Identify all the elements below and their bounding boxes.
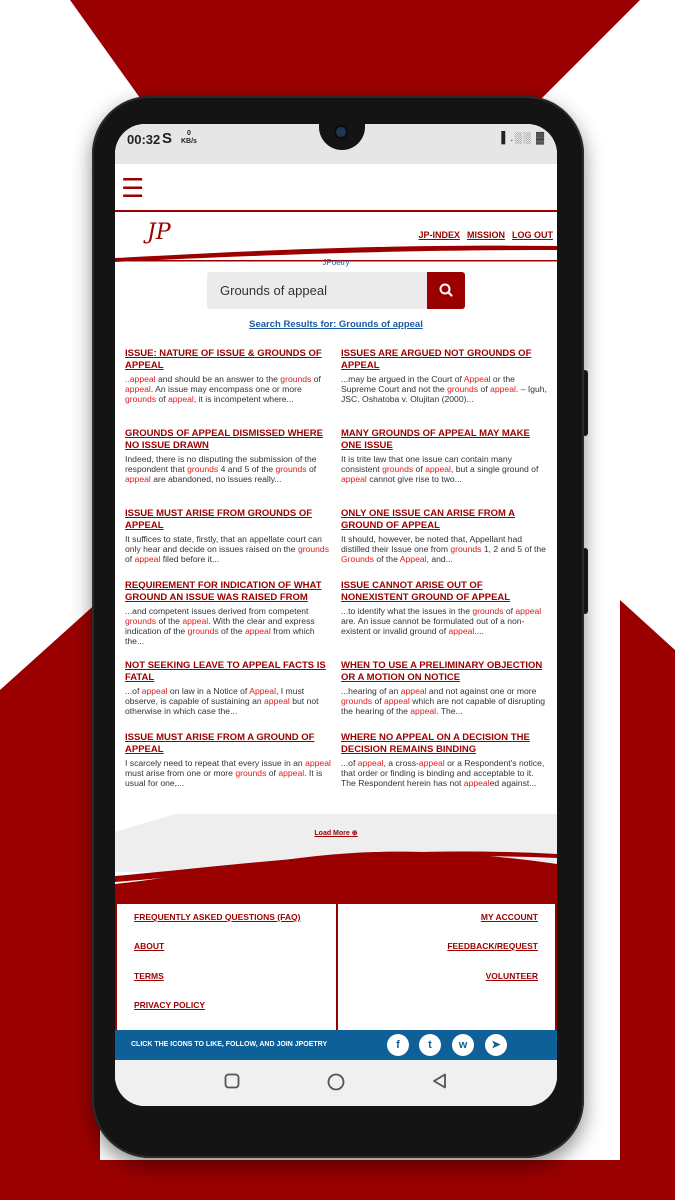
snippet-text: are abandoned, no issues really...	[150, 474, 282, 484]
snippet-text: ...hearing of an	[341, 686, 401, 696]
snippet-text: of	[413, 464, 426, 474]
status-app-icon: S	[162, 130, 173, 147]
snippet-text: from which the...	[125, 626, 315, 646]
telegram-icon[interactable]: ➤	[485, 1034, 507, 1056]
highlight-term: appeal	[515, 606, 542, 616]
facebook-icon[interactable]: f	[387, 1034, 409, 1056]
result-snippet	[125, 374, 331, 404]
result-card[interactable]	[341, 348, 547, 404]
site-name: JPoetry	[322, 258, 350, 267]
snippet-text: It is trite law that one issue can contain many consistent	[341, 454, 513, 474]
footer-link-terms[interactable]: TERMS	[134, 971, 164, 981]
snippet-text: are. An issue cannot be formulated out of a non-existent or invalid ground of	[341, 616, 525, 636]
result-snippet	[125, 454, 331, 484]
highlight-term: appeal	[134, 554, 161, 564]
highlight-term: Appeal	[463, 374, 491, 384]
snippet-text: . With the clear and express indication of the	[125, 616, 315, 636]
result-title[interactable]: ISSUE MUST ARISE FROM A GROUND OF APPEAL	[125, 732, 315, 755]
highlight-term: appeal	[448, 626, 475, 636]
snippet-text: . An issue may encompass one or more	[150, 384, 302, 394]
result-card[interactable]	[341, 508, 547, 564]
snippet-text: or a Respondent's notice, that order or finding is binding and acceptable to it. The Respondent herein has not	[341, 758, 545, 788]
result-snippet	[125, 758, 331, 788]
result-snippet	[125, 606, 331, 646]
result-card[interactable]	[341, 428, 547, 484]
highlight-term: appeal	[244, 626, 271, 636]
footer-link-my-account[interactable]: MY ACCOUNT	[480, 912, 538, 922]
snippet-text: ed against...	[489, 778, 537, 788]
snippet-text: of	[372, 696, 385, 706]
result-title[interactable]: ISSUE CANNOT ARISE OUT OF NONEXISTENT GROUND OF APPEAL	[341, 580, 511, 603]
snippet-text: . The...	[436, 706, 463, 716]
snippet-text: filed before it...	[160, 554, 220, 564]
nav-jp-index[interactable]: JP-INDEX	[418, 230, 460, 240]
highlight-term: grounds	[297, 544, 330, 554]
snippet-text: of the	[373, 554, 400, 564]
snippet-text: but not otherwise in which case the...	[125, 696, 319, 716]
result-title[interactable]: MANY GROUNDS OF APPEAL MAY MAKE ONE ISSUE	[341, 428, 530, 451]
snippet-text: on law in a Notice of	[167, 686, 250, 696]
snippet-text: I scarcely need to repeat that every issue in an	[125, 758, 306, 768]
highlight-term: appeal	[357, 758, 384, 768]
camera-icon	[336, 127, 346, 137]
header-divider	[115, 210, 557, 212]
result-card[interactable]	[125, 348, 331, 404]
home-icon[interactable]	[326, 1072, 346, 1092]
hamburger-menu-icon[interactable]: ☰	[121, 173, 145, 203]
result-title[interactable]: GROUNDS OF APPEAL DISMISSED WHERE NO ISSUE DRAWN	[125, 428, 323, 451]
snippet-text: , but a single ground of	[450, 464, 539, 474]
snippet-text: ...to identify what the issues in the	[341, 606, 473, 616]
search-results-heading[interactable]: Search Results for: Grounds of appeal	[249, 319, 423, 330]
footer-right-border	[555, 904, 557, 1030]
recents-icon[interactable]	[223, 1072, 241, 1090]
snippet-text: , and...	[426, 554, 453, 564]
top-nav	[411, 230, 553, 240]
footer-left-border	[115, 904, 117, 1030]
footer-link-volunteer[interactable]: VOLUNTEER	[485, 971, 538, 981]
result-title[interactable]: ISSUE: NATURE OF ISSUE & GROUNDS OF APPEAL	[125, 348, 322, 371]
result-snippet	[341, 454, 547, 484]
highlight-term: grounds	[235, 768, 267, 778]
snippet-text: , I must observe, is capable of sustaining an	[125, 686, 305, 706]
highlight-term: grounds	[125, 394, 157, 404]
highlight-term: grounds	[275, 464, 307, 474]
highlight-term: Appeal	[399, 554, 427, 564]
whatsapp-icon[interactable]: w	[452, 1034, 474, 1056]
snippet-text: or the Supreme Court and not the	[341, 374, 515, 394]
result-title[interactable]: NOT SEEKING LEAVE TO APPEAL FACTS IS FATAL	[125, 660, 326, 683]
highlight-term: ..appeal	[125, 374, 156, 384]
result-card[interactable]	[125, 660, 331, 716]
snippet-text: of	[266, 768, 279, 778]
result-title[interactable]: WHERE NO APPEAL ON A DECISION THE DECISION REMAINS BINDING	[341, 732, 530, 755]
snippet-text: , it is incompetent where...	[193, 394, 294, 404]
snippet-text: . It is usual for one,...	[125, 768, 323, 788]
snippet-text: of	[156, 394, 169, 404]
snippet-text: and should be an answer to the	[155, 374, 281, 384]
search-value: Grounds of appeal	[220, 283, 327, 298]
net-value: 0	[187, 130, 191, 137]
snippet-text: ....	[474, 626, 484, 636]
highlight-term: grounds	[280, 374, 312, 384]
snippet-text: which are not capable of disrupting the hearing of the	[341, 696, 546, 716]
phone-screen	[115, 124, 557, 1106]
result-title[interactable]: WHEN TO USE A PRELIMINARY OBJECTION OR A MOTION ON NOTICE	[341, 660, 543, 683]
snippet-text: of the	[156, 616, 183, 626]
highlight-term: grounds	[125, 616, 157, 626]
snippet-text: ...may be argued in the Court of	[341, 374, 464, 384]
status-time: 00:32	[127, 132, 161, 147]
result-card[interactable]	[125, 428, 331, 484]
result-snippet	[341, 686, 547, 716]
result-title[interactable]: ISSUE MUST ARISE FROM GROUNDS OF APPEAL	[125, 508, 313, 531]
snippet-text: of the	[218, 626, 245, 636]
result-card[interactable]	[341, 580, 547, 636]
result-snippet	[125, 534, 331, 564]
highlight-term: appeal	[125, 474, 151, 484]
result-card[interactable]	[341, 660, 547, 716]
snippet-text: must arise from one or more	[125, 768, 236, 778]
footer-link-faq[interactable]: FREQUENTLY ASKED QUESTIONS (FAQ)	[134, 912, 301, 922]
highlight-term: appeal	[418, 758, 445, 768]
highlight-term: appeal	[384, 696, 410, 706]
highlight-term: appeal	[305, 758, 331, 768]
nav-mission[interactable]: MISSION	[466, 230, 505, 240]
footer-divider	[336, 904, 338, 1030]
highlight-term: appeal	[341, 474, 367, 484]
snippet-text: Indeed, there is no disputing the submission of the respondent that	[125, 454, 317, 474]
search-input[interactable]	[207, 272, 427, 309]
result-card[interactable]	[125, 732, 331, 788]
highlight-term: appeal	[425, 464, 451, 474]
highlight-term: appeal	[400, 686, 427, 696]
highlight-term: grounds	[382, 464, 414, 474]
highlight-term: grounds	[450, 544, 482, 554]
result-snippet	[341, 758, 547, 788]
plus-circle-icon: ⊕	[351, 830, 358, 837]
net-unit: KB/s	[181, 138, 197, 145]
highlight-term: appeal	[410, 706, 437, 716]
snippet-text: It should, however, be noted that, Appellant had distilled their Issue one from	[341, 534, 523, 554]
highlight-term: appeal	[278, 768, 305, 778]
snippet-text: of	[311, 374, 321, 384]
footer-link-privacy[interactable]: PRIVACY POLICY	[134, 1000, 206, 1010]
highlight-term: Grounds	[341, 554, 374, 564]
snippet-text: of	[503, 606, 516, 616]
highlight-term: appeal	[182, 616, 209, 626]
highlight-term: grounds	[472, 606, 504, 616]
result-title[interactable]: ISSUES ARE ARGUED NOT GROUNDS OF APPEAL	[341, 348, 532, 371]
footer-link-feedback[interactable]: FEEDBACK/REQUEST	[447, 941, 538, 951]
result-card[interactable]	[341, 732, 547, 788]
snippet-text: and not against one or more	[426, 686, 537, 696]
status-icons: ▐ .░░ ▓	[497, 132, 545, 144]
result-snippet	[341, 374, 547, 404]
search-icon	[427, 272, 465, 309]
load-more-label: Load More	[314, 830, 350, 837]
network-speed	[181, 130, 197, 146]
snippet-text: ...of	[125, 686, 142, 696]
site-logo[interactable]: JP	[147, 220, 171, 245]
snippet-text: ...and competent issues derived from competent	[125, 606, 309, 616]
snippet-text: It suffices to state, firstly, that an appellate court can only hear and decide on issues raised on the	[125, 534, 322, 554]
highlight-term: appeal	[125, 384, 151, 394]
social-text: CLICK THE ICONS TO LIKE, FOLLOW, AND JOIN JPOETRY	[131, 1041, 328, 1048]
twitter-icon[interactable]: t	[419, 1034, 441, 1056]
highlight-term: grounds	[187, 464, 219, 474]
highlight-term: grounds	[447, 384, 479, 394]
search-button[interactable]	[427, 272, 465, 309]
snippet-text: . – Iguh, JSC. Oshatoba v. Olujitan (2000)...	[341, 384, 547, 404]
snippet-text: of	[478, 384, 491, 394]
result-snippet	[341, 534, 547, 564]
highlight-term: grounds	[187, 626, 219, 636]
highlight-term: appeal	[264, 696, 290, 706]
load-more-button[interactable]	[307, 826, 365, 842]
snippet-text: 1, 2 and 5 of the	[481, 544, 546, 554]
footer-link-about[interactable]: ABOUT	[134, 941, 165, 951]
highlight-term: appeal	[168, 394, 194, 404]
highlight-term: grounds	[341, 696, 373, 706]
snippet-text: ...of	[341, 758, 358, 768]
back-icon[interactable]	[431, 1072, 449, 1090]
result-card[interactable]	[125, 580, 331, 646]
result-title[interactable]: REQUIREMENT FOR INDICATION OF WHAT GROUND AN ISSUE WAS RAISED FROM	[125, 580, 322, 603]
highlight-term: appeal	[463, 778, 490, 788]
result-snippet	[125, 686, 331, 716]
result-card[interactable]	[125, 508, 331, 564]
snippet-text: , a cross-	[383, 758, 419, 768]
result-snippet	[341, 606, 547, 636]
social-bar	[115, 1030, 557, 1060]
highlight-term: appeal	[141, 686, 168, 696]
snippet-text: cannot give rise to two...	[366, 474, 462, 484]
highlight-term: appeal	[490, 384, 516, 394]
highlight-term: Appeal	[249, 686, 276, 696]
snippet-text: of	[125, 554, 135, 564]
nav-log-out[interactable]: LOG OUT	[512, 230, 553, 240]
result-title[interactable]: ONLY ONE ISSUE CAN ARISE FROM A GROUND OF APPEAL	[341, 508, 516, 531]
snippet-text: 4 and 5 of the	[218, 464, 276, 474]
android-nav-bar	[115, 1060, 557, 1106]
snippet-text: of	[306, 464, 317, 474]
footer	[115, 904, 557, 1030]
